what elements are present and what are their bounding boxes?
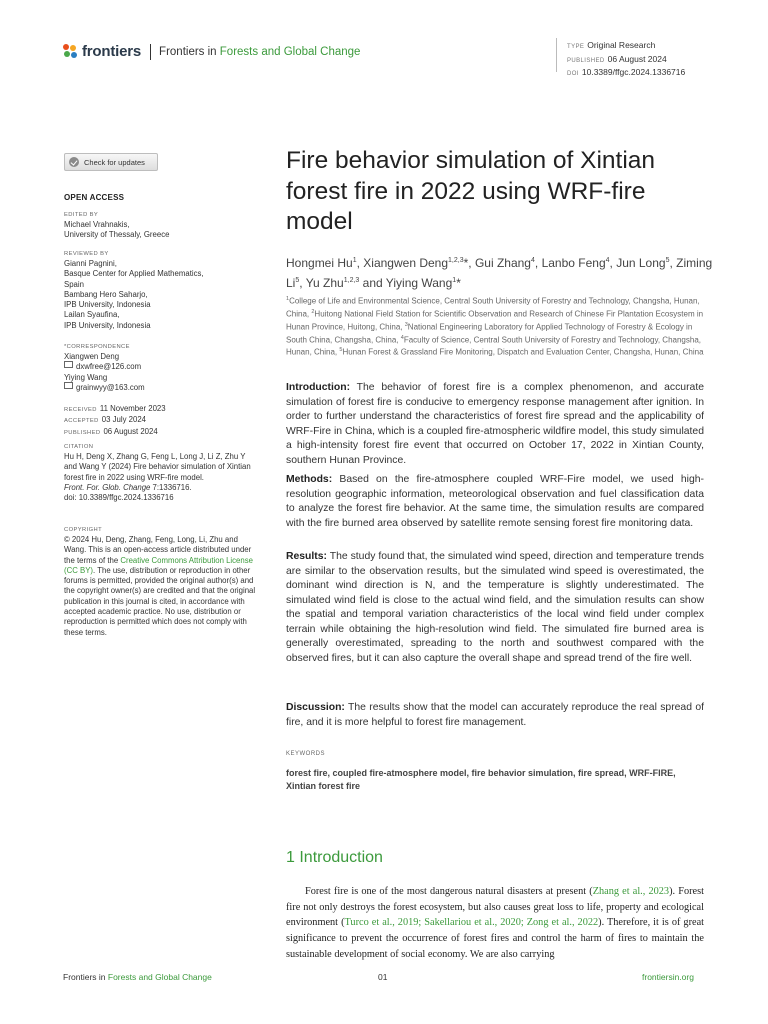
brand-divider [150, 44, 151, 60]
citation-link[interactable]: Zhang et al., 2023 [592, 886, 670, 897]
reviewer-line: Gianni Pagnini, [64, 259, 117, 268]
frontiers-wordmark: frontiers [82, 43, 142, 60]
correspondent-name: Yiying Wang [64, 372, 108, 382]
reviewer-line: Spain [64, 279, 84, 289]
copyright: COPYRIGHT © 2024 Hu, Deng, Zhang, Feng, Long, Li, Zhu and Wang. This is an open-access article distributed under the terms of the Creative Commons Attribution License (CC BY). The use, distribution or reproduction in other forums is permitted, provided the original author(s) and the copyright owner(s) are credited and that the original publication in this journal is cited, in accordance with accepted academic practice. No use, distribution or reproduction is permitted which does not comply with these terms. [64, 527, 256, 637]
citation: CITATION Hu H, Deng X, Zhang G, Feng L, Long J, Li Z, Zhu Y and Wang Y (2024) Fire behavior simulation of Xintian forest fire in 2022 using WRF-fire model. Front. For. Glob. Change 7:1336716. doi: 10.3389/ffgc.2024.1336716 [64, 443, 254, 503]
abstract-methods: Methods: Based on the fire-atmosphere coupled WRF-Fire model, we used high-resolution geographic information, meteorological observation and fuel classification data to analyze the forest fire behavior. At the same time, the simulation results are compared with the fire burned area observed by satellite remote sensing forest fire monitoring data. [286, 474, 704, 529]
page-number: 01 [378, 972, 388, 982]
keywords-label: KEYWORDS [286, 751, 326, 757]
reviewer-line: Bambang Hero Saharjo, [64, 289, 148, 299]
section-heading-introduction: 1 Introduction [286, 849, 383, 866]
received-date: 11 November 2023 [99, 404, 166, 413]
author[interactable]: Xiangwen Deng$^{1,2,3}$* [363, 256, 469, 270]
edited-by: EDITED BY Michael Vrahnakis, University of Thessaly, Greece [64, 211, 260, 241]
author[interactable]: Gui Zhang$^4$ [474, 256, 535, 270]
author-list: Hongmei Hu$^1$, Xiangwen Deng$^{1,2,3}$*, Gui Zhang$^4$, Lanbo Feng$^4$, Jun Long$^5$, Ziming Li$^5$, Yu Zhu$^{1,2,3}$ and Yiying Wang$^1$* [286, 256, 713, 290]
author[interactable]: Hongmei Hu$^1$ [286, 256, 357, 270]
abstract-results: Results: The study found that, the simulated wind speed, direction and temperature trends are similar to the observation results, but the simulated wind speed is overestimated, the dominant wind direction is N, and the temperature is slightly underestimated. The simulated wind field is close to the actual wind field, and the simulation results can show the spatial and temporal variation characteristics of the local wind field under complex terrain while obtaining the high-resolution wind field. The simulated fire burned area is generally overestimated, spreading to the north and southwest compared with the observed fires, but it can also capture the overall shape and spread trend of the fire well. [286, 551, 704, 664]
published-date-sidebar: 06 August 2024 [103, 426, 158, 436]
reviewer-line: IPB University, Indonesia [64, 300, 151, 310]
author[interactable]: Jun Long$^5$ [616, 256, 670, 270]
check-updates-icon [69, 157, 79, 167]
doi-link[interactable]: 10.3389/ffgc.2024.1336716 [581, 67, 686, 77]
citation-doi[interactable]: doi: 10.3389/ffgc.2024.1336716 [64, 493, 174, 503]
meta-divider [556, 38, 557, 72]
article-title: Fire behavior simulation of Xintian forest fire in 2022 using WRF-fire model [286, 147, 656, 235]
citation-text: Hu H, Deng X, Zhang G, Feng L, Long J, Li Z, Zhu Y and Wang Y (2024) Fire behavior simulation of Xintian forest fire in 2022 using WRF-fire model. Front. For. Glob. Change 7:1336716. doi: 10.3389/ffgc.2024.1336716 [64, 452, 251, 503]
copyright-text: © 2024 Hu, Deng, Zhang, Feng, Long, Li, Zhu and Wang. This is an open-access article distributed under the terms of the Creative Commons Attribution License (CC BY). The use, distribution or reproduction in other forums is permitted, provided the original author(s) and the copyright owner(s) are credited and that the original publication in this journal is cited, in accordance with accepted academic practice. No use, distribution or reproduction is permitted which does not comply with these terms. [64, 535, 256, 637]
author[interactable]: Lanbo Feng$^4$ [541, 256, 610, 270]
email-icon [64, 361, 73, 368]
published-date: 06 August 2024 [607, 53, 667, 64]
abstract-introduction: Introduction: The behavior of forest fire is a complex phenomenon, and accurate simulation of forest fire is conducive to emergency response management after ignition. In order to further understand the characteristics of forest fire spread and the applicability of WRF-Fire in China, which is a coupled fire-atmospheric wildfire model, this study simulated a high-intensity forest fire event that occurred on October 17, 2022 in Xintian County, southern Hunan Province. [286, 382, 704, 466]
journal-brand [63, 43, 360, 60]
email-icon [64, 382, 73, 389]
cc-license-link[interactable]: Creative Commons Attribution License (CC BY) [64, 555, 253, 575]
correspondent-email[interactable]: grainwyy@163.com [76, 382, 145, 392]
footer-site-link[interactable]: frontiersin.org [642, 972, 694, 982]
reviewed-by: REVIEWED BY Gianni Pagnini, Basque Center for Applied Mathematics, Spain Bambang Hero Saharjo, IPB University, Indonesia Lailan Syaufina, IPB University, Indonesia [64, 250, 260, 331]
editor-affiliation: University of Thessaly, Greece [64, 230, 170, 240]
frontiers-logo-icon [63, 44, 78, 59]
keywords: forest fire, coupled fire-atmosphere model, fire behavior simulation, fire spread, WRF-FIRE, Xintian forest fire [286, 768, 676, 791]
citation-link[interactable]: Turco et al., 2019; Sakellariou et al., 2020; Zong et al., 2022 [344, 917, 599, 929]
editor-name: Michael Vrahnakis, [64, 220, 130, 229]
accepted-date: 03 July 2024 [101, 415, 146, 425]
article-meta: TYPE Original Research PUBLISHED 06 August 2024 DOI 10.3389/ffgc.2024.1336716 [567, 40, 686, 77]
open-access-label: OPEN ACCESS [64, 193, 125, 202]
reviewer-line: IPB University, Indonesia [64, 320, 151, 330]
reviewer-line: Basque Center for Applied Mathematics, [64, 269, 204, 279]
author[interactable]: Yu Zhu$^{1,2,3}$ [305, 276, 360, 290]
affiliations: $^1$College of Life and Environmental Science, Central South University of Forestry and Technology, Changsha, Hunan, China, $^2$Huitong National Field Station for Scientific Observation and Research of Chinese Fir Plantation Ecosystem in Hunan Province, Huitong, China, $^3$National Engineering Laboratory for Applied Technology of Forestry & Ecology in South China, Changsha, China, $^4$Faculty of Science, Central South University of Forestry and Technology, Changsha, Hunan, China, $^5$Hunan Forest & Grassland Fire Monitoring, Dispatch and Evaluation Center, Changsha, Hunan, China [286, 296, 704, 358]
abstract-discussion: Discussion: The results show that the model can accurately reproduce the real spread of fire, and it is more helpful to forest fire management. [286, 702, 704, 728]
correspondence: *CORRESPONDENCE Xiangwen Deng dxwfree@126.com Yiying Wang grainwyy@163.com [64, 343, 260, 393]
correspondent-email[interactable]: dxwfree@126.com [76, 362, 142, 372]
correspondent-name: Xiangwen Deng [64, 352, 120, 361]
article-dates: RECEIVED 11 November 2023 ACCEPTED 03 July 2024 PUBLISHED 06 August 2024 [64, 404, 166, 436]
article-type: Original Research [587, 40, 656, 50]
introduction-paragraph: Forest fire is one of the most dangerous natural disasters at present (Zhang et al., 2023). Forest fire not only destroys the forest ecosystem, but also causes great loss to life, property and ecological environment (Turco et al., 2019; Sakellariou et al., 2020; Zong et al., 2022). Therefore, it is of great significance to prevent the occurrence of forest fires and control the harm of fires to maintain the sustainable development of social economy. We are also carrying [286, 886, 704, 960]
footer-journal[interactable]: Frontiers in Forests and Global Change [63, 972, 212, 982]
author[interactable]: Ziming Li$^5$ [286, 256, 713, 290]
check-updates-button[interactable]: Check for updates [64, 153, 158, 171]
reviewer-line: Lailan Syaufina, [64, 310, 120, 320]
journal-title[interactable]: Frontiers in Forests and Global Change [159, 45, 361, 58]
author[interactable]: Yiying Wang$^1$* [385, 276, 461, 290]
